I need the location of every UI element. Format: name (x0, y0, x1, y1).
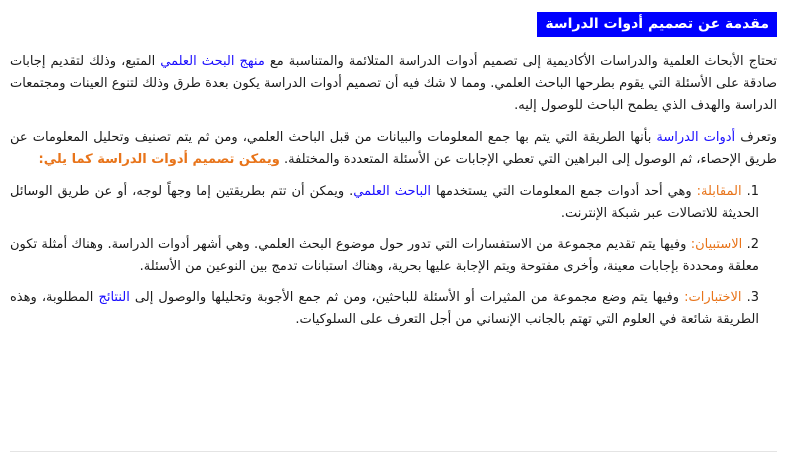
bottom-divider (10, 451, 777, 452)
list-text-1: وهي أحد أدوات جمع المعلومات التي يستخدمها (431, 184, 697, 199)
list-term: الاختبارات: (684, 290, 742, 305)
results-link[interactable]: النتائج (98, 290, 130, 305)
definition-text-1: وتعرف (735, 130, 778, 145)
list-text-1: وفيها يتم تقديم مجموعة من الاستفسارات التي تدور حول موضوع البحث العلمي. وهي أشهر أدوات الدراسة. وهناك أمثلة تكون معلقة ومحددة بإجابات معينة، وأخرى مفتوحة ويتم الإجابة عليها بحرية، وهناك استبانات تدمج بين النوعين من الأسئلة. (10, 237, 759, 274)
researcher-link[interactable]: الباحث العلمي (353, 184, 432, 199)
intro-paragraph (10, 51, 777, 117)
list-term: المقابلة: (696, 184, 742, 199)
list-term: الاستبيان: (690, 237, 743, 252)
section-title: مقدمة عن تصميم أدوات الدراسة (537, 12, 777, 37)
list-number: 2. (746, 237, 759, 252)
definition-text-2: بأنها الطريقة التي يتم بها جمع المعلومات والبيانات من قبل الباحث العلمي، ومن ثم يتم تصنيف وتحليل المعلومات عن طريق الإحصاء، ثم الوصول إلى البراهين التي تعطي الإجابات عن الأسئلة المتعددة والمختلفة. (10, 130, 777, 167)
study-tools-list (10, 181, 777, 331)
study-tools-link[interactable]: أدوات الدراسة (656, 130, 736, 145)
list-item-questionnaire (10, 234, 759, 278)
list-item-interview (10, 181, 759, 225)
intro-text-2: المتبع، وذلك لتقديم إجابات صادقة على الأسئلة التي يقوم بطرحها الباحث العلمي. ومما لا شك فيه أن تصميم أدوات الدراسة يكون بعدة طرق وذلك لتنوع العينات ومجتمعات الدراسة والهدف الذي يطمح الباحث للوصول إليه. (10, 54, 777, 113)
research-method-link[interactable]: منهج البحث العلمي (160, 54, 265, 69)
list-number: 3. (746, 290, 759, 305)
list-number: 1. (746, 184, 759, 199)
definition-paragraph (10, 127, 777, 171)
list-text-1: وفيها يتم وضع مجموعة من المثيرات أو الأسئلة للباحثين، ومن ثم جمع الأجوبة وتحليلها والوصول إلى (129, 290, 685, 305)
list-text-2: المطلوبة، وهذه الطريقة شائعة في العلوم التي تهتم بالجانب الإنساني من أجل التعرف على السلوكيات. (10, 290, 759, 327)
list-text-2: . ويمكن أن تتم بطريقتين إما وجهاً لوجه، أو عن طريق الوسائل الحديثة للاتصالات عبر شبكة الإنترنت. (10, 184, 759, 221)
design-tools-highlight: ويمكن تصميم أدوات الدراسة كما يلي: (38, 152, 280, 167)
list-item-tests (10, 287, 759, 331)
intro-text-1: تحتاج الأبحاث العلمية والدراسات الأكاديمية إلى تصميم أدوات الدراسة المتلائمة والمتناسبة مع (264, 54, 778, 69)
